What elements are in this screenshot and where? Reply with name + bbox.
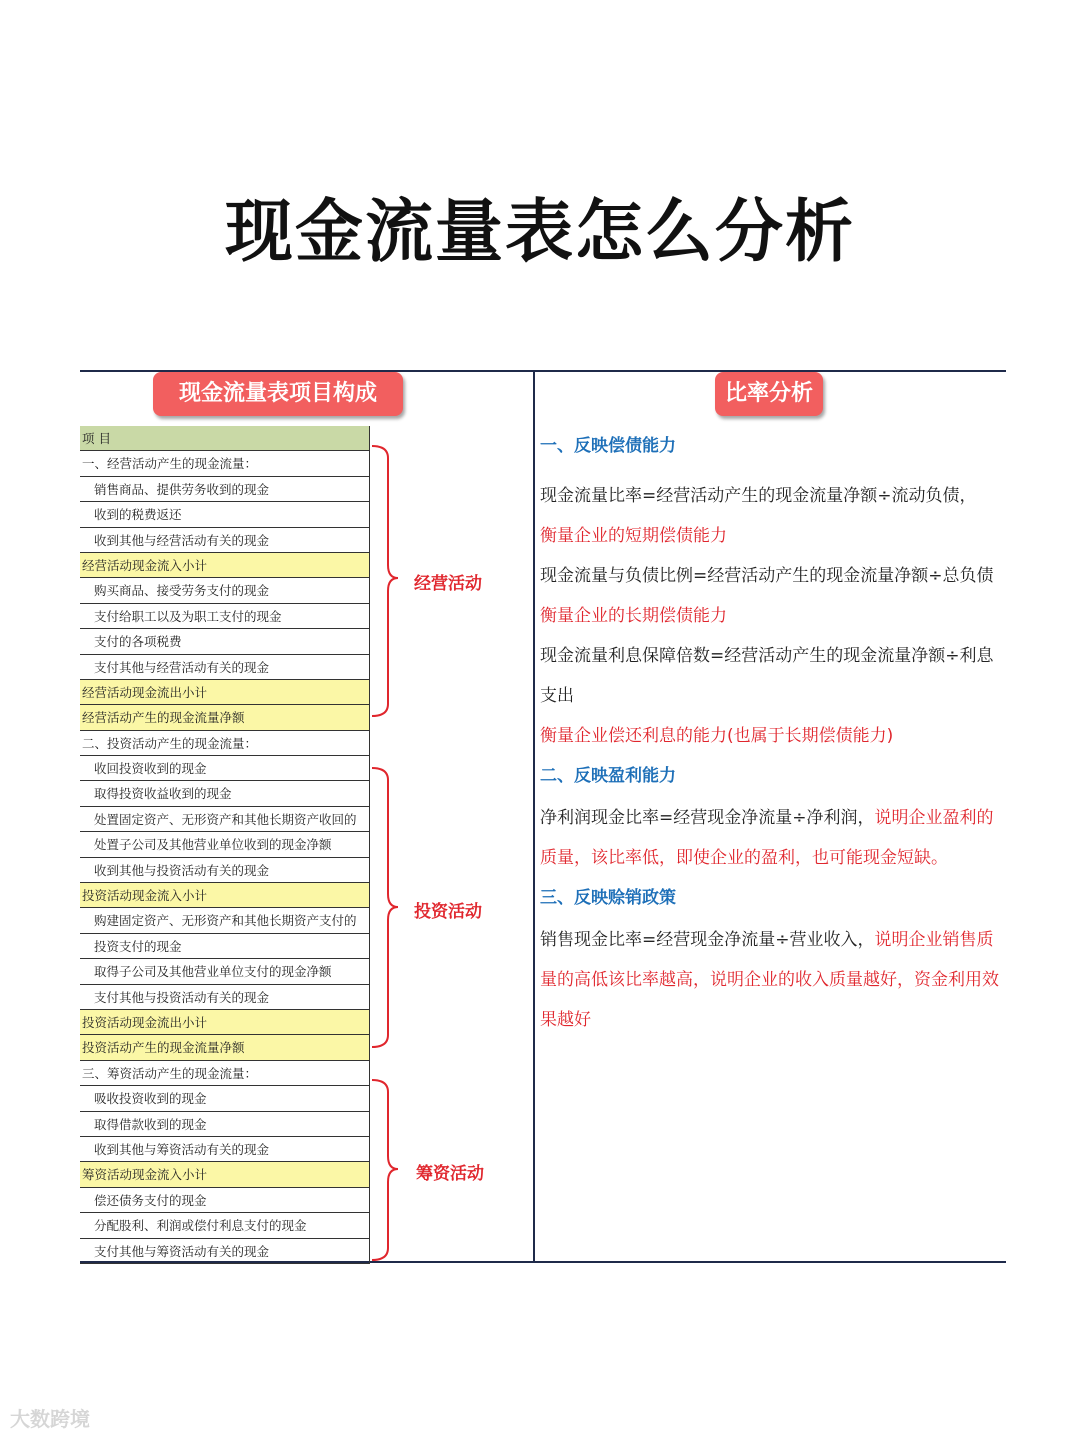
table-row: 吸收投资收到的现金 (80, 1086, 370, 1111)
table-subtotal-row: 经营活动现金流入小计 (80, 553, 370, 578)
financing-activities-label: 筹资活动 (416, 1164, 484, 1184)
group-braces (370, 440, 400, 1270)
cash-flow-debt-formula: 现金流量与负债比例=经营活动产生的现金流量净额÷总负债 (540, 566, 994, 586)
net-profit-cash-formula: 净利润现金比率=经营现金净流量÷净利润， (540, 808, 875, 828)
sales-cash-note-cont: 量的高低该比率越高，说明企业的收入质量越好，资金利用效 (540, 970, 999, 990)
sales-cash-ratio-line (540, 920, 1006, 960)
table-row: 投资支付的现金 (80, 934, 370, 959)
table-row: 取得子公司及其他营业单位支付的现金净额 (80, 959, 370, 984)
table-subtotal-row: 投资活动现金流入小计 (80, 883, 370, 908)
page-title: 现金流量表怎么分析 (224, 193, 855, 272)
financing-brace (372, 1080, 398, 1260)
table-row: 收到其他与经营活动有关的现金 (80, 528, 370, 553)
column-divider (533, 370, 535, 1263)
net-profit-cash-note: 说明企业盈利的 (874, 808, 994, 828)
table-section-row: 一、经营活动产生的现金流量： (80, 451, 370, 476)
net-profit-cash-note-cont: 质量，该比率低，即使企业的盈利，也可能现金短缺。 (540, 848, 948, 868)
table-subtotal-row: 投资活动现金流出小计 (80, 1010, 370, 1035)
profitability-heading: 二、反映盈利能力 (540, 766, 676, 786)
table-section-row: 三、筹资活动产生的现金流量： (80, 1061, 370, 1086)
table-subtotal-row: 经营活动产生的现金流量净额 (80, 705, 370, 730)
investing-brace (372, 768, 398, 1047)
ratio-analysis-badge: 比率分析 (715, 372, 823, 416)
table-row: 处置固定资产、无形资产和其他长期资产收回的 (80, 807, 370, 832)
net-profit-cash-ratio-line (540, 798, 1006, 838)
credit-policy-heading: 三、反映赊销政策 (540, 888, 676, 908)
table-row: 分配股利、利润或偿付利息支付的现金 (80, 1213, 370, 1238)
table-row: 收到其他与筹资活动有关的现金 (80, 1137, 370, 1162)
long-term-solvency-note: 衡量企业的长期偿债能力 (540, 606, 727, 626)
table-row: 支付其他与经营活动有关的现金 (80, 655, 370, 680)
cash-flow-structure-badge: 现金流量表项目构成 (153, 372, 403, 416)
table-subtotal-row: 投资活动产生的现金流量净额 (80, 1035, 370, 1060)
operating-activities-label: 经营活动 (414, 574, 482, 594)
table-row: 支付其他与筹资活动有关的现金 (80, 1239, 370, 1264)
interest-coverage-formula: 现金流量利息保障倍数=经营活动产生的现金流量净额÷利息 (540, 646, 994, 666)
table-section-row: 二、投资活动产生的现金流量： (80, 731, 370, 756)
watermark: 大数跨境 (10, 1407, 90, 1431)
solvency-heading: 一、反映偿债能力 (540, 436, 676, 456)
cash-flow-ratio-formula: 现金流量比率=经营活动产生的现金流量净额÷流动负债， (540, 486, 977, 506)
operating-brace (372, 446, 398, 716)
table-row: 收到的税费返还 (80, 502, 370, 527)
interest-coverage-formula-cont: 支出 (540, 686, 574, 706)
table-row: 偿还债务支付的现金 (80, 1188, 370, 1213)
ratio-analysis-panel (540, 430, 1006, 1040)
table-row: 收到其他与投资活动有关的现金 (80, 858, 370, 883)
table-subtotal-row: 筹资活动现金流入小计 (80, 1162, 370, 1187)
short-term-solvency-note: 衡量企业的短期偿债能力 (540, 526, 727, 546)
investing-activities-label: 投资活动 (414, 902, 482, 922)
sales-cash-note: 说明企业销售质 (874, 930, 994, 950)
sales-cash-note-end: 果越好 (540, 1010, 591, 1030)
table-row: 取得借款收到的现金 (80, 1112, 370, 1137)
table-row: 支付其他与投资活动有关的现金 (80, 985, 370, 1010)
table-row: 销售商品、提供劳务收到的现金 (80, 477, 370, 502)
table-row: 处置子公司及其他营业单位收到的现金净额 (80, 832, 370, 857)
cash-flow-table (80, 426, 370, 1264)
table-header: 项 目 (80, 426, 370, 451)
table-row: 支付的各项税费 (80, 629, 370, 654)
interest-coverage-note: 衡量企业偿还利息的能力(也属于长期偿债能力) (540, 726, 894, 746)
table-row: 购买商品、接受劳务支付的现金 (80, 578, 370, 603)
sales-cash-formula: 销售现金比率=经营现金净流量÷营业收入， (540, 930, 875, 950)
table-row: 取得投资收益收到的现金 (80, 781, 370, 806)
table-row: 支付给职工以及为职工支付的现金 (80, 604, 370, 629)
table-subtotal-row: 经营活动现金流出小计 (80, 680, 370, 705)
table-row: 收回投资收到的现金 (80, 756, 370, 781)
table-row: 购建固定资产、无形资产和其他长期资产支付的 (80, 908, 370, 933)
